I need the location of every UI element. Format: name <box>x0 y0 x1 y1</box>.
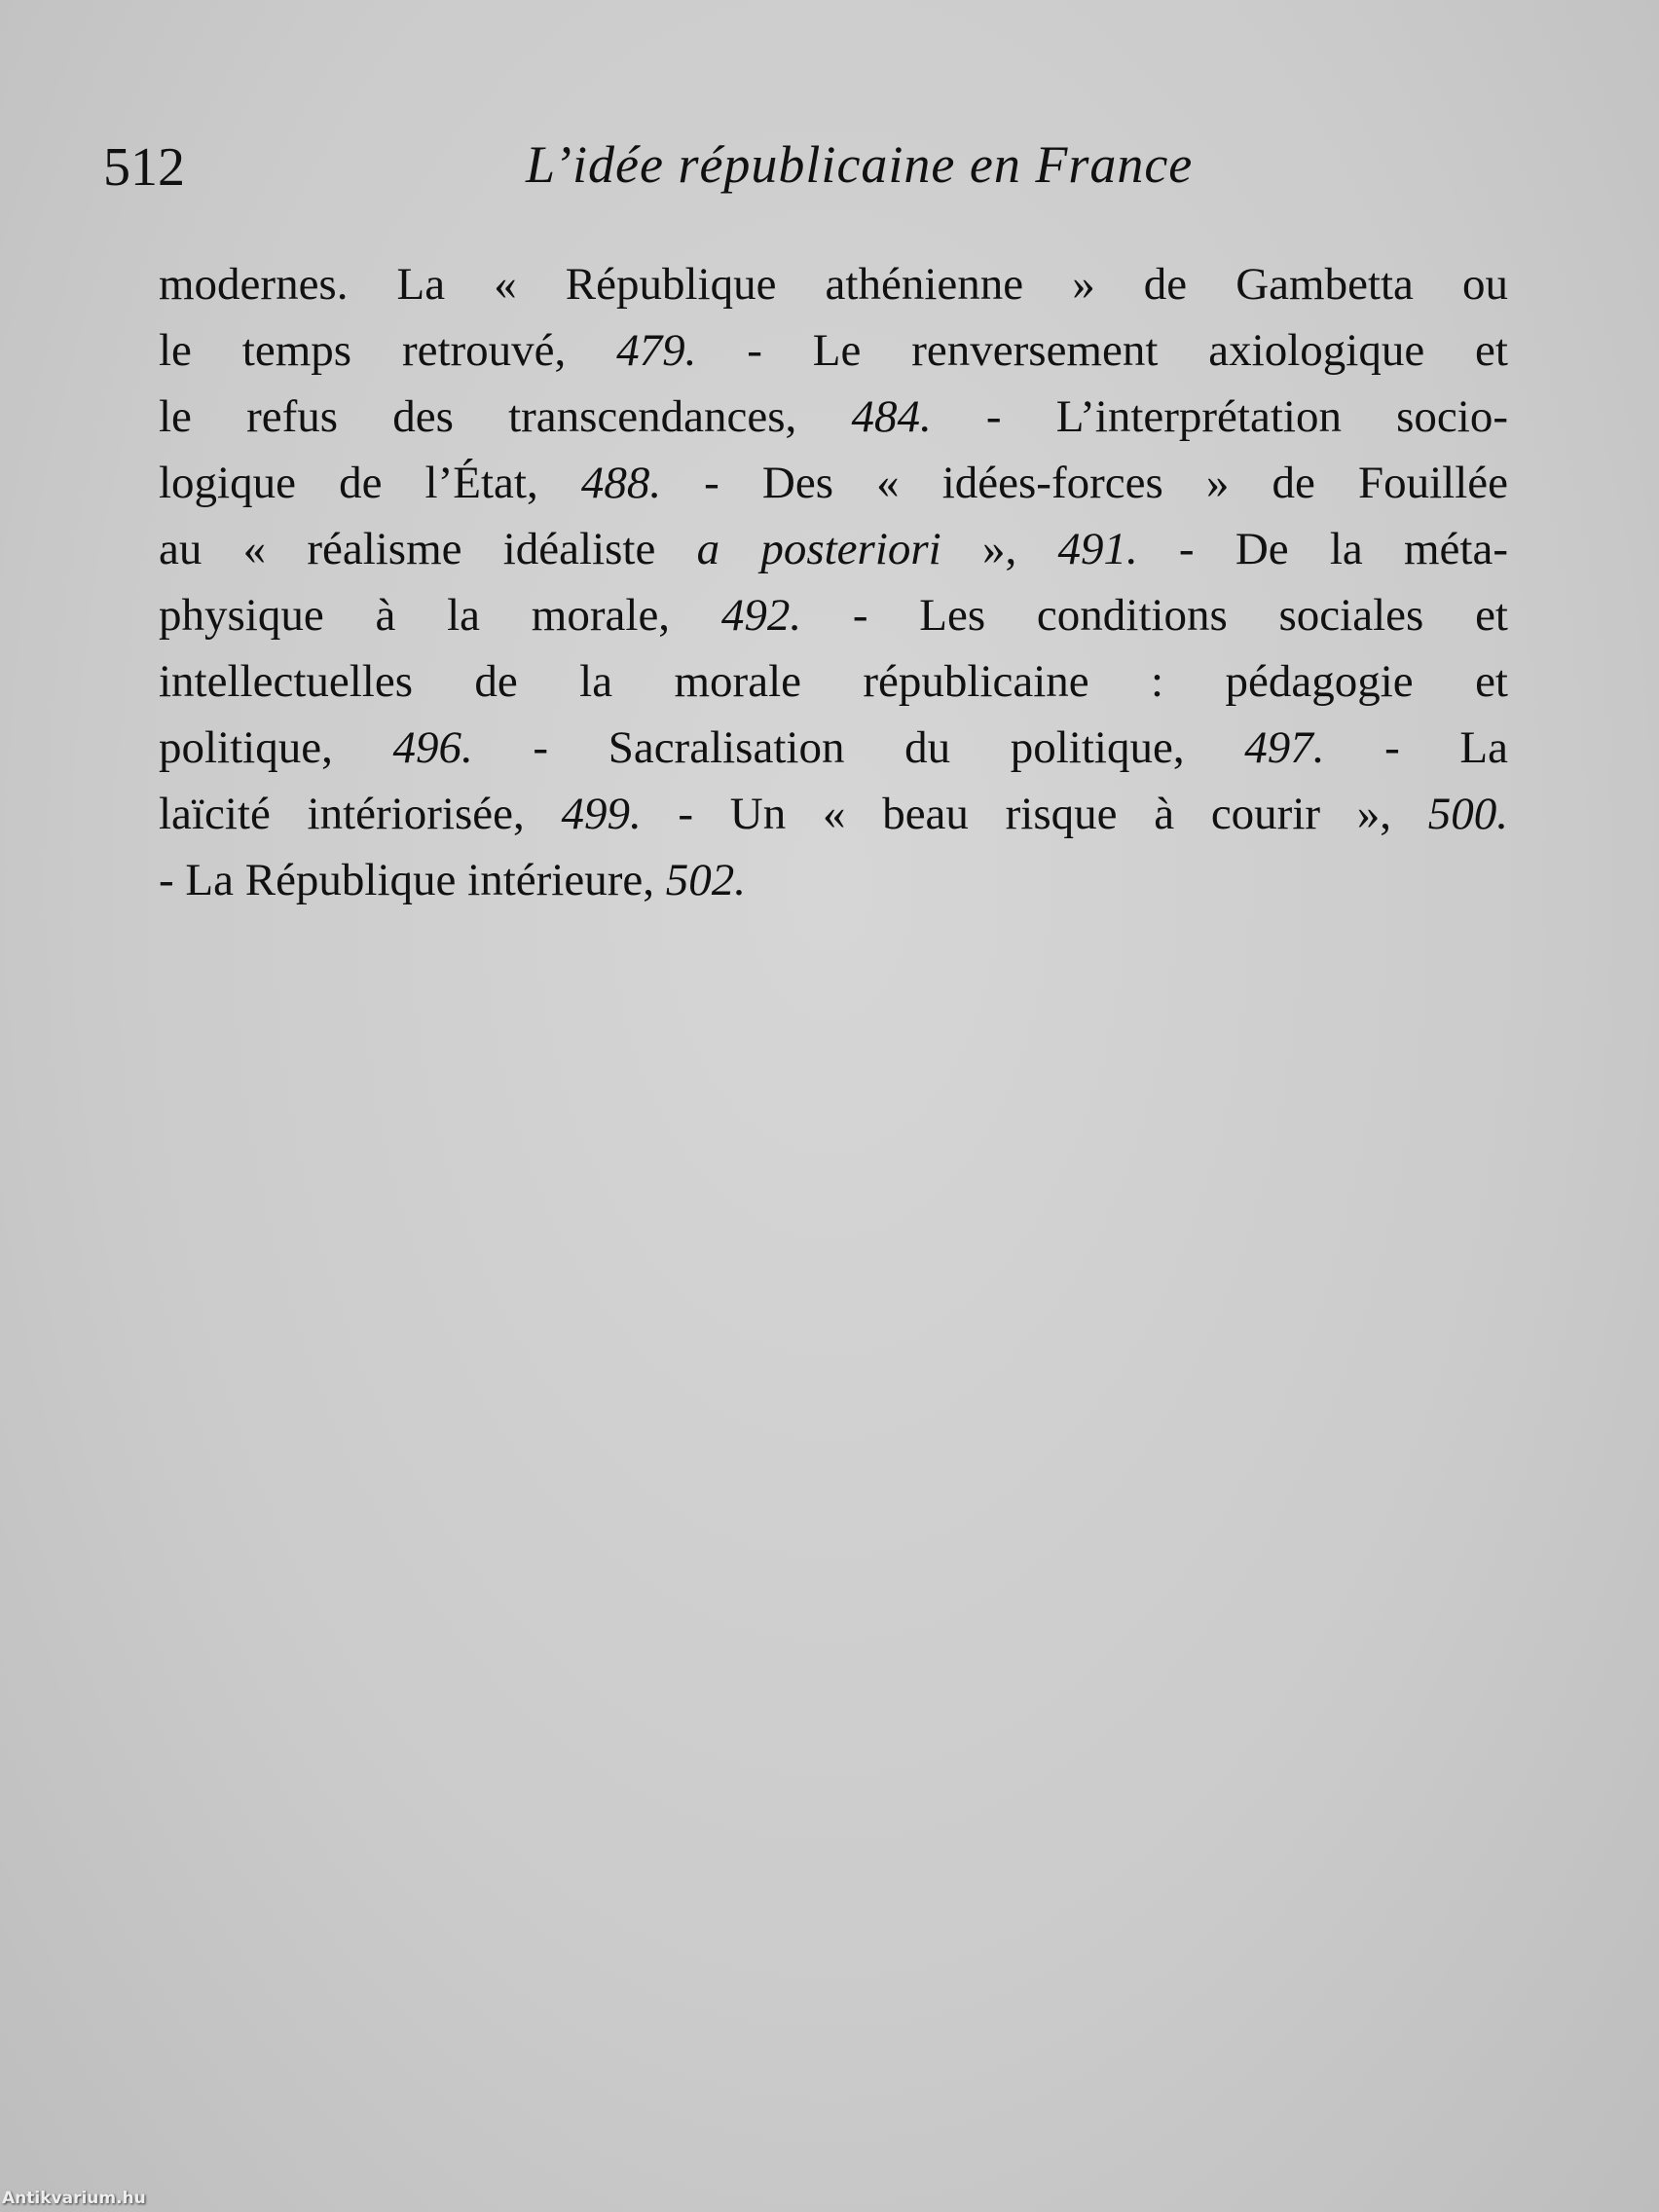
text-line <box>159 847 1508 913</box>
watermark: Antikvarium.hu <box>2 2189 146 2208</box>
text-line <box>159 450 1508 516</box>
italic-segment: 496. <box>392 722 473 773</box>
text-line <box>159 317 1508 384</box>
italic-segment: 499. <box>561 789 642 839</box>
text-line <box>159 715 1508 781</box>
italic-segment: 502. <box>665 855 746 905</box>
running-title: L’idée républicaine en France <box>526 135 1194 194</box>
text-segment: », <box>940 524 1058 574</box>
text-line <box>159 516 1508 582</box>
text-line <box>159 384 1508 450</box>
text-line <box>159 251 1508 317</box>
text-segment: - L’interprétation socio- <box>931 391 1509 442</box>
italic-segment: a posteriori <box>696 524 941 574</box>
text-segment: logique de l’État, <box>159 458 581 508</box>
text-line <box>159 781 1508 847</box>
text-segment: au « réalisme idéaliste <box>159 524 697 574</box>
text-line <box>159 648 1508 715</box>
italic-segment: 497. <box>1244 722 1325 773</box>
text-segment: le temps retrouvé, <box>159 325 617 376</box>
italic-segment: 500. <box>1427 789 1508 839</box>
italic-segment: 491. <box>1057 524 1138 574</box>
italic-segment: 488. <box>580 458 662 508</box>
text-segment: intellectuelles de la morale républicaine : pédagogie et <box>159 656 1508 707</box>
text-segment: - Les conditions sociales et <box>801 590 1508 641</box>
italic-segment: 484. <box>851 391 932 442</box>
text-segment: - Des « idées-forces » de Fouillée <box>661 458 1508 508</box>
body-text <box>159 251 1508 913</box>
text-segment: le refus des transcendances, <box>159 391 852 442</box>
italic-segment: 479. <box>616 325 697 376</box>
text-segment: - Sacralisation du politique, <box>472 722 1245 773</box>
text-segment: - La <box>1324 722 1508 773</box>
text-segment: modernes. La « République athénienne » de Gambetta ou <box>159 259 1508 310</box>
text-segment: laïcité intériorisée, <box>159 789 562 839</box>
text-segment: - La République intérieure, <box>159 855 666 905</box>
text-segment: physique à la morale, <box>159 590 721 641</box>
text-segment: politique, <box>159 722 393 773</box>
page-number: 512 <box>103 137 185 198</box>
text-segment: - Le renversement axiologique et <box>696 325 1508 376</box>
italic-segment: 492. <box>720 590 802 641</box>
text-line <box>159 582 1508 648</box>
text-segment: - De la méta- <box>1137 524 1508 574</box>
text-segment: - Un « beau risque à courir », <box>641 789 1428 839</box>
